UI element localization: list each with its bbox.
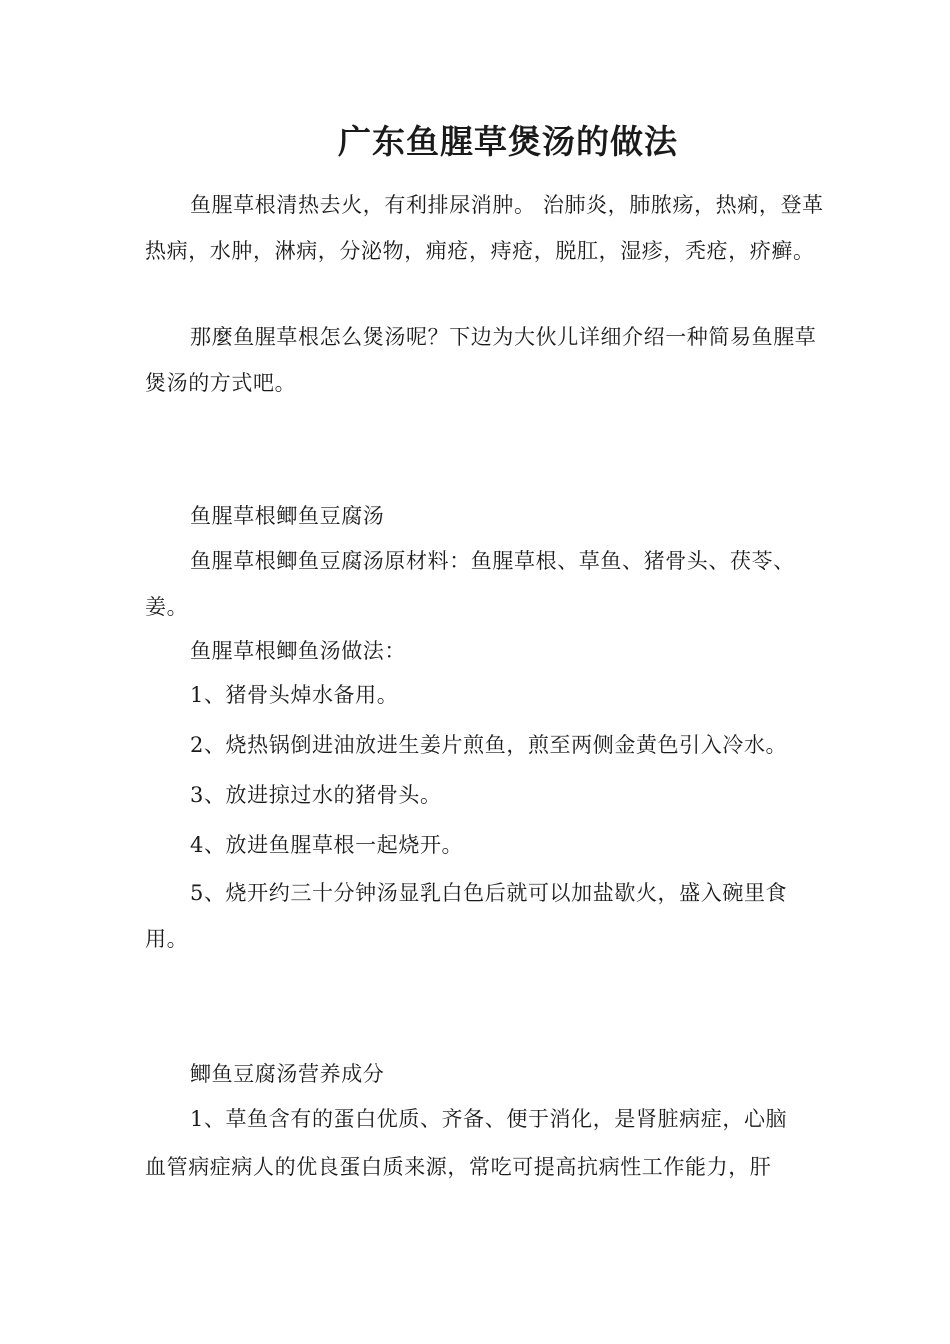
nutrition-line-2: 血管病症病人的优良蛋白质来源，常吃可提高抗病性工作能力，肝 — [145, 1155, 772, 1179]
step-4: 4、放进鱼腥草根一起烧开。 — [190, 833, 464, 857]
step-5: 5、烧开约三十分钟汤显乳白色后就可以加盐歇火，盛入碗里食用。 — [145, 881, 788, 951]
step-2: 2、烧热锅倒进油放进生姜片煎鱼，煎至两侧金黄色引入冷水。 — [190, 733, 788, 757]
page-title: 广东鱼腥草煲汤的做法 — [338, 122, 678, 161]
method-heading: 鱼腥草根鲫鱼汤做法： — [190, 639, 406, 663]
step-3: 3、放进掠过水的猪骨头。 — [190, 783, 442, 807]
intro-paragraph-1: 鱼腥草根清热去火，有利排尿消肿。 治肺炎，肺脓疡，热痢，登革热病，水肿，淋病，分泌物，痈疮，痔疮，脱肛，湿疹，秃疮，疥癣。 — [145, 193, 824, 263]
recipe-heading: 鱼腥草根鲫鱼豆腐汤 — [190, 504, 385, 528]
nutrition-heading: 鲫鱼豆腐汤营养成分 — [190, 1062, 385, 1086]
intro-paragraph-2: 那麼鱼腥草根怎么煲汤呢？下边为大伙儿详细介绍一种简易鱼腥草煲汤的方式吧。 — [145, 325, 817, 395]
ingredients-paragraph: 鱼腥草根鲫鱼豆腐汤原材料：鱼腥草根、草鱼、猪骨头、茯苓、姜。 — [145, 549, 795, 619]
step-1: 1、猪骨头焯水备用。 — [190, 683, 399, 707]
nutrition-line-1: 1、草鱼含有的蛋白优质、齐备、便于消化，是肾脏病症，心脑 — [190, 1107, 788, 1131]
